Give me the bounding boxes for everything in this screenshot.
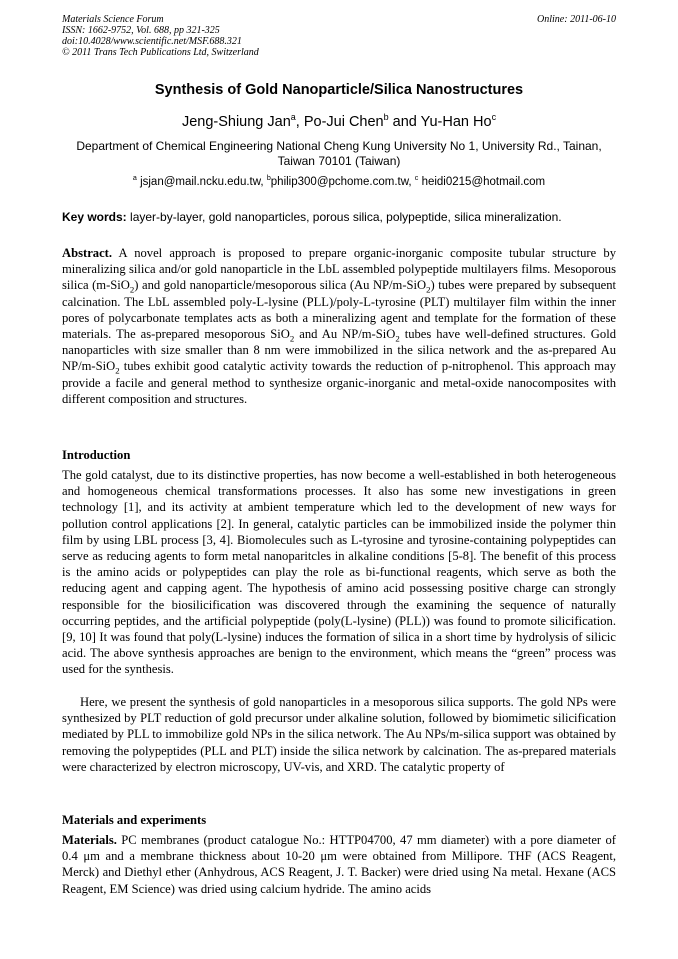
unit-micrometer: μm: [83, 849, 100, 864]
materials-text: were obtained from Millipore. THF (ACS Reagent, Merck) and Diethyl ether (Anhydrous, ACS Reagent, J. T. Backer) were dried using Na metal. Hexane (ACS Reagent, EM Science) was dried using calcium hydride. The amino acids: [62, 849, 616, 896]
keywords-label: Key words:: [62, 210, 127, 224]
author-superscript: a: [290, 112, 296, 123]
journal-issn: ISSN: 1662-9752, Vol. 688, pp 321-325: [62, 25, 220, 36]
author-superscript: b: [383, 112, 389, 123]
abstract-text: A novel approach is proposed to prepare organic-inorganic composite tubular structure by mineralizing silica and/or gold nanoparticle in the LbL assembled polypeptide multilayers films. Mesoporous silica (m-SiO: [62, 246, 616, 293]
email-address: jsjan@mail.ncku.edu.tw,: [140, 176, 264, 188]
keywords-text: layer-by-layer, gold nanoparticles, porous silica, polypeptide, silica mineralization.: [130, 210, 562, 224]
journal-name: Materials Science Forum: [62, 14, 164, 25]
abstract-text: tubes exhibit good catalytic activity towards the reduction of p-nitrophenol. This approach may provide a facile and general method to synthesize organic-inorganic and metal-oxide nanocomposites with different composition and structures.: [62, 359, 616, 406]
section-heading-materials: Materials and experiments: [62, 813, 207, 827]
journal-doi: doi:10.4028/www.scientific.net/MSF.688.321: [62, 36, 242, 47]
author-emails: [0, 176, 678, 188]
subscript: 2: [426, 284, 431, 295]
section-heading-introduction: Introduction: [62, 448, 131, 462]
author-name: Po-Jui Chen: [303, 114, 384, 130]
abstract-text: ) tubes were prepared by subsequent calcination. The LbL assembled poly-L-lysine (PLL)/poly-L-tyrosine (PLT) multilayer film within the inner pores of polycarbonate templates acts as both a mineralizing agent and template for the formation of these materials. The as-prepared mesoporous SiO: [62, 278, 617, 342]
subscript: 2: [395, 333, 400, 344]
author-superscript: c: [491, 112, 497, 123]
materials-label: Materials.: [62, 833, 117, 847]
journal-header: [62, 14, 259, 58]
affiliation: [62, 139, 616, 169]
author-name: Jeng-Shiung Jan: [181, 114, 291, 130]
abstract-text: and Au NP/m-SiO: [294, 327, 396, 342]
introduction-paragraph: Here, we present the synthesis of gold nanoparticles in a mesoporous silica supports. The gold NPs were synthesized by PLT reduction of gold precursor under alkaline solution, followed by biomimetic silicification mediated by PLL to immobilize gold NPs in the silica network. The Au NPs/m-silica support was obtained by removing the polypeptides (PLL and PLT) inside the silica network by calcination. The as-prepared materials were characterized by electron microscopy, UV-vis, and XRD. The catalytic property of: [62, 695, 616, 774]
keywords: [62, 210, 616, 224]
affiliation-line: Taiwan 70101 (Taiwan): [277, 154, 401, 168]
author-separator: ,: [295, 114, 304, 130]
abstract-text: ) and gold nanoparticle/mesoporous silica (Au NP/m-SiO: [134, 278, 427, 293]
materials-text: PC membranes (product catalogue No.: HTTP04700, 47 mm diameter) with a pore diameter of 0.4: [62, 833, 616, 864]
unit-micrometer: μm: [320, 849, 337, 864]
introduction-paragraph: The gold catalyst, due to its distinctive properties, has now become a well-established in both heterogeneous and homogeneous chemical transformations processes. It also has some new investigations in green technology [1], and its activity at ambient temperature which led to the development of new ways for pollution control applications [2]. In general, catalytic particles can be immobilized inside the polymer thin film by using LBL process [3, 4]. Biomolecules such as L-tyrosine and tyrosine-containing polypeptides can serve as reducing agents to form metal nanoparitcles in alkaline conditions [5-8]. The benefit of this process is the amino acids or polypeptides can play the role as bi-functional reagents, which serve as both the reducing agent and capping agent. The hypothesis of amino acid possessing positive charge can strongly responsible for the biosilicification was discovered through the examining the sequence of naturally occurring peptides, and the artificial polypeptide (poly(L-lysine) (PLL)) was found to promote silicification.[9, 10] It was found that poly(L-lysine) induces the formation of silica in a short time by hydrolysis of silicic acid. The above synthesis approaches are benign to the environment, which means the “green” process was used for the synthesis.: [62, 468, 616, 677]
email-superscript: a: [132, 174, 137, 183]
subscript: 2: [129, 284, 135, 295]
online-date: Online: 2011-06-10: [537, 14, 616, 25]
author-list: [0, 114, 678, 130]
abstract-text: tubes have well-defined structures. Gold nanoparticles with size smaller than 8 nm were immobilized in the silica network and the as-prepared Au NP/m-SiO: [62, 327, 616, 374]
materials-text: and a membrane thickness about 10-20: [99, 849, 321, 864]
email-address: philip300@pchome.com.tw,: [270, 176, 412, 188]
paper-title: Synthesis of Gold Nanoparticle/Silica Nanostructures: [154, 82, 524, 98]
email-address: heidi0215@hotmail.com: [421, 176, 546, 188]
abstract-label: Abstract.: [62, 246, 113, 260]
subscript: 2: [115, 365, 120, 376]
journal-copyright: © 2011 Trans Tech Publications Ltd, Switzerland: [62, 47, 259, 58]
email-superscript: b: [266, 174, 271, 183]
abstract: [62, 245, 616, 407]
subscript: 2: [289, 333, 295, 344]
author-separator: and: [388, 114, 421, 130]
email-superscript: c: [414, 174, 419, 183]
author-name: Yu-Han Ho: [420, 114, 492, 130]
affiliation-line: Department of Chemical Engineering National Cheng Kung University No 1, University Rd., Tainan,: [76, 139, 602, 153]
materials-paragraph: [62, 832, 616, 897]
